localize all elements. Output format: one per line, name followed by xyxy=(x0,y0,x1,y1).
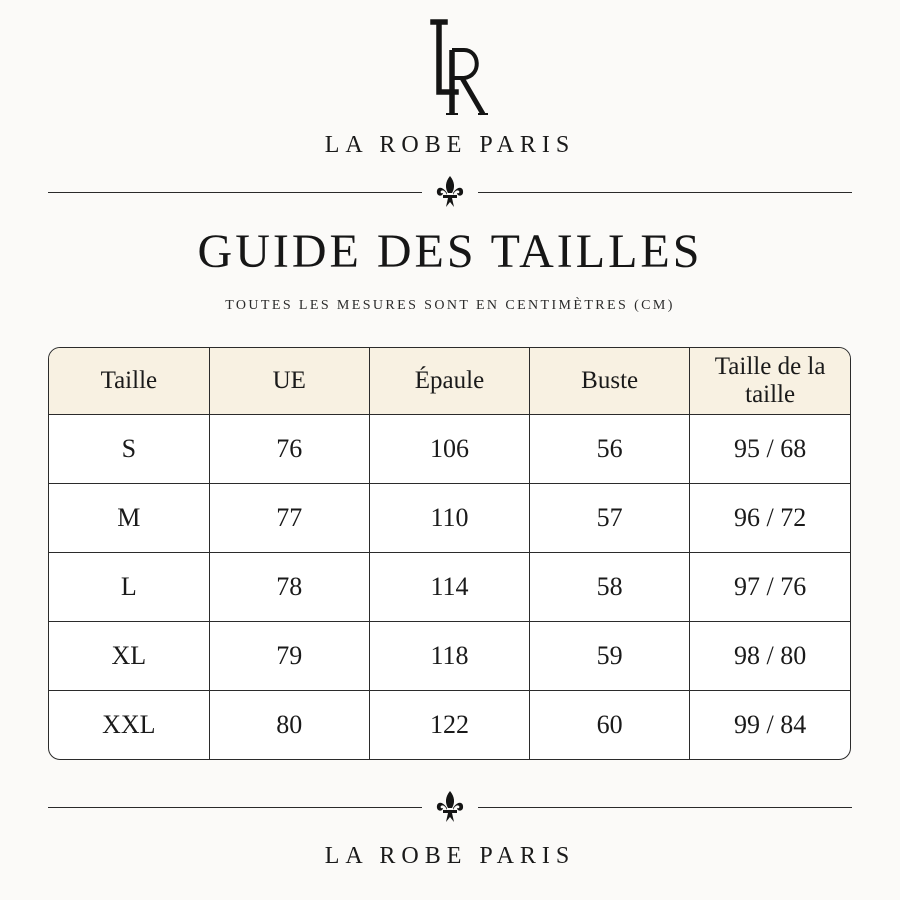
header-cell-taille-de-la-taille: Taille de la taille xyxy=(690,348,850,414)
table-cell: 97 / 76 xyxy=(690,552,850,621)
header-cell-epaule: Épaule xyxy=(369,348,529,414)
divider-line-right xyxy=(478,192,852,193)
divider-line-left xyxy=(48,807,422,808)
table-row xyxy=(49,690,850,759)
divider-line-right xyxy=(478,807,852,808)
table-row xyxy=(49,483,850,552)
table-cell: 78 xyxy=(209,552,369,621)
table-cell: S xyxy=(49,414,209,483)
table-cell: 106 xyxy=(369,414,529,483)
fleur-de-lis-icon xyxy=(434,173,466,213)
lr-monogram-logo xyxy=(390,8,510,128)
top-divider xyxy=(48,173,852,213)
table-cell: M xyxy=(49,483,209,552)
bottom-divider xyxy=(48,788,852,828)
table-cell: XXL xyxy=(49,690,209,759)
table-cell: 57 xyxy=(530,483,690,552)
page-subtitle: TOUTES LES MESURES SONT EN CENTIMÈTRES (CM) xyxy=(225,298,675,313)
table-cell: 76 xyxy=(209,414,369,483)
page-title: GUIDE DES TAILLES xyxy=(197,225,703,278)
header-cell-taille: Taille xyxy=(49,348,209,414)
table-cell: 95 / 68 xyxy=(690,414,850,483)
table-cell: 60 xyxy=(530,690,690,759)
header-cell-ue: UE xyxy=(209,348,369,414)
table-cell: L xyxy=(49,552,209,621)
table-cell: 118 xyxy=(369,621,529,690)
table-cell: 114 xyxy=(369,552,529,621)
brand-name-top: LA ROBE PARIS xyxy=(324,132,576,158)
table-cell: 56 xyxy=(530,414,690,483)
divider-line-left xyxy=(48,192,422,193)
table-row xyxy=(49,414,850,483)
header-cell-buste: Buste xyxy=(530,348,690,414)
table-cell: 110 xyxy=(369,483,529,552)
table-header-row xyxy=(49,348,850,414)
table-cell: 122 xyxy=(369,690,529,759)
size-table xyxy=(48,347,851,760)
table-cell: 99 / 84 xyxy=(690,690,850,759)
table-cell: 79 xyxy=(209,621,369,690)
table-cell: 59 xyxy=(530,621,690,690)
table-cell: 58 xyxy=(530,552,690,621)
table-row xyxy=(49,621,850,690)
table-row xyxy=(49,552,850,621)
table-cell: XL xyxy=(49,621,209,690)
table-cell: 98 / 80 xyxy=(690,621,850,690)
brand-name-bottom: LA ROBE PARIS xyxy=(324,843,576,869)
brand-logo xyxy=(0,8,900,128)
fleur-de-lis-icon xyxy=(434,788,466,828)
table-cell: 77 xyxy=(209,483,369,552)
table-cell: 80 xyxy=(209,690,369,759)
table-cell: 96 / 72 xyxy=(690,483,850,552)
